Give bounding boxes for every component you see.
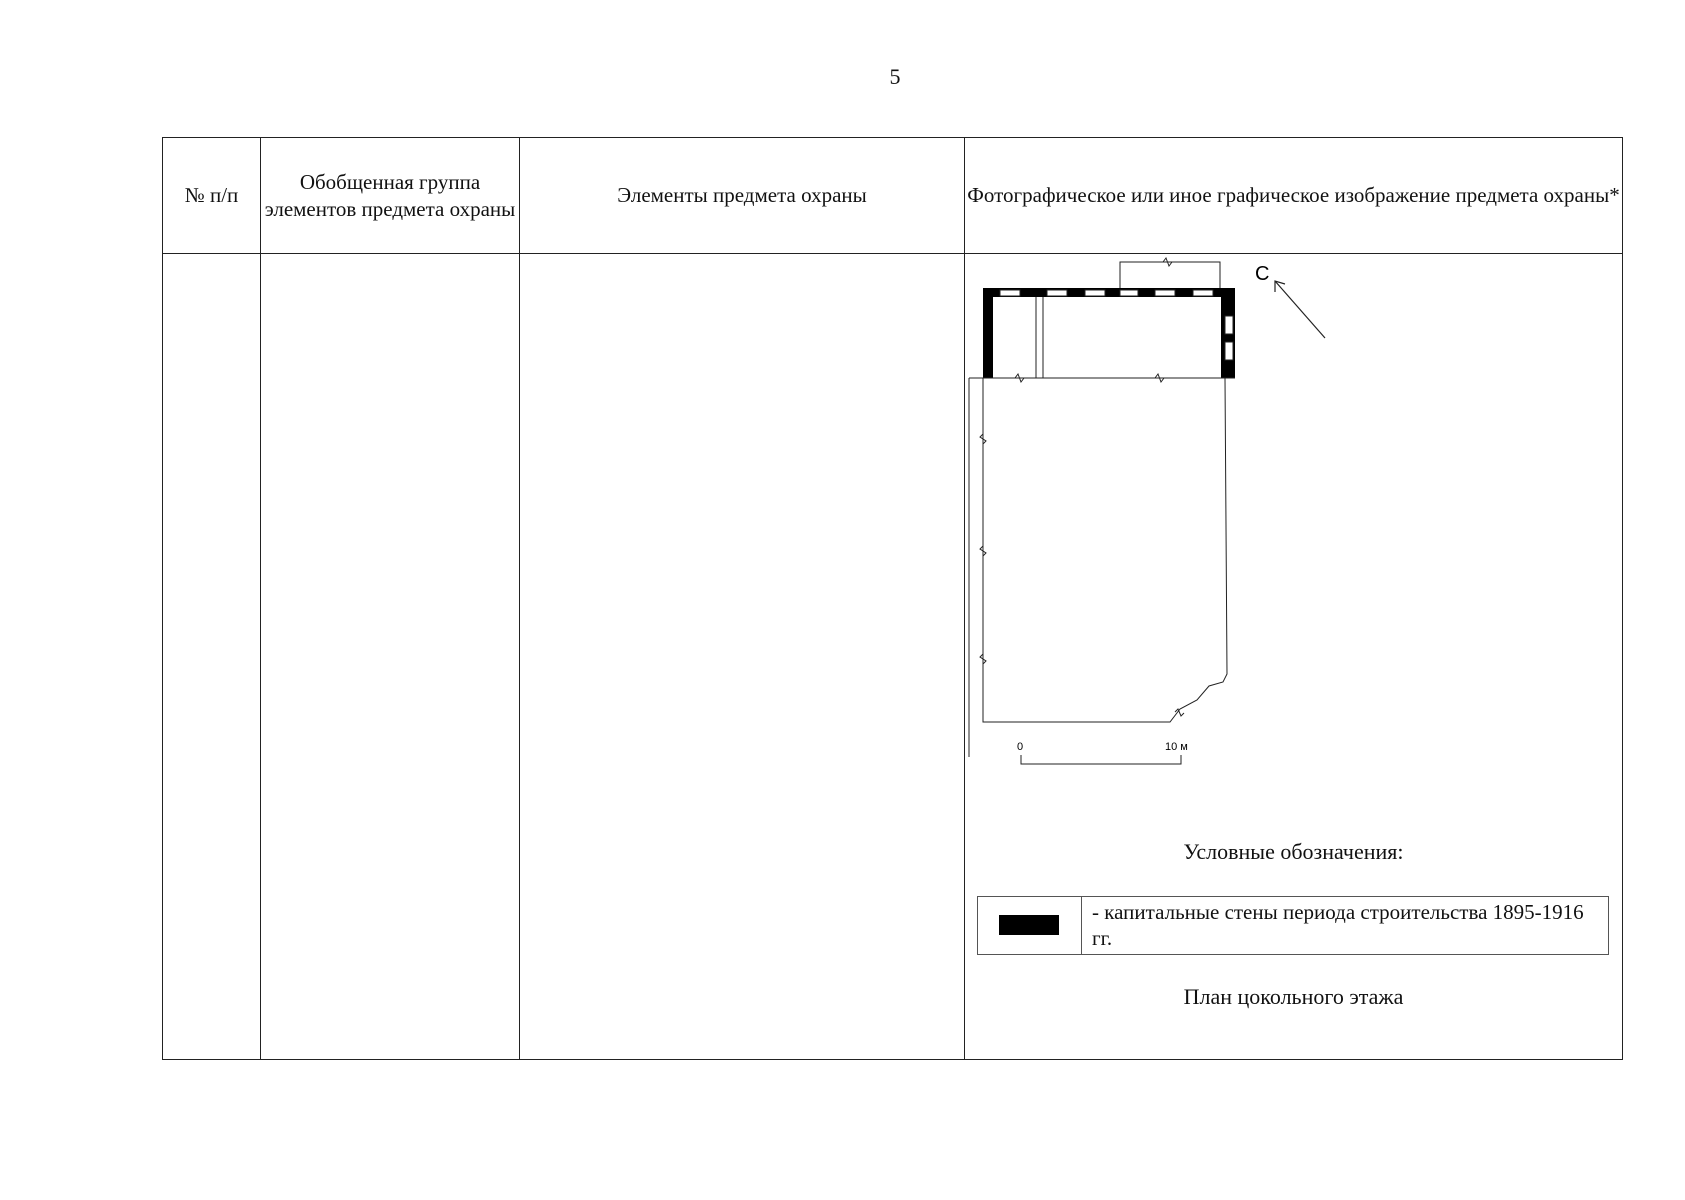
legend — [977, 896, 1609, 955]
partitions — [969, 297, 1235, 757]
plan-caption: План цокольного этажа — [1183, 984, 1404, 1009]
header-number: № п/п — [163, 138, 261, 254]
protection-table — [162, 137, 1623, 1060]
legend-swatch-cell — [978, 897, 1082, 954]
building-outline — [980, 378, 1227, 722]
scale-bar — [1021, 755, 1181, 764]
header-image: Фотографическое или иное графическое изображение предмета охраны* — [965, 138, 1623, 254]
cell-image — [965, 254, 1623, 1060]
cell-group — [261, 254, 520, 1060]
legend-title: Условные обозначения: — [1183, 839, 1404, 864]
page-number: 5 — [889, 64, 901, 89]
table-header-row — [163, 138, 1623, 254]
header-group: Обобщенная группа элементов предмета охраны — [261, 138, 520, 254]
window-openings — [1000, 290, 1233, 360]
north-arrow-icon — [1275, 281, 1325, 338]
cell-elements — [520, 254, 965, 1060]
floor-plan-drawing — [965, 254, 1622, 814]
legend-swatch — [999, 915, 1059, 935]
scale-end-label: 10 м — [1165, 741, 1188, 753]
scale-start-label: 0 — [1017, 741, 1024, 753]
cell-number — [163, 254, 261, 1060]
north-label: С — [1255, 263, 1270, 285]
header-elements: Элементы предмета охраны — [520, 138, 965, 254]
legend-item-text: - капитальные стены периода строительства 1895-1916 гг. — [1092, 900, 1584, 950]
capital-walls — [983, 288, 1235, 378]
table-row — [163, 254, 1623, 1060]
